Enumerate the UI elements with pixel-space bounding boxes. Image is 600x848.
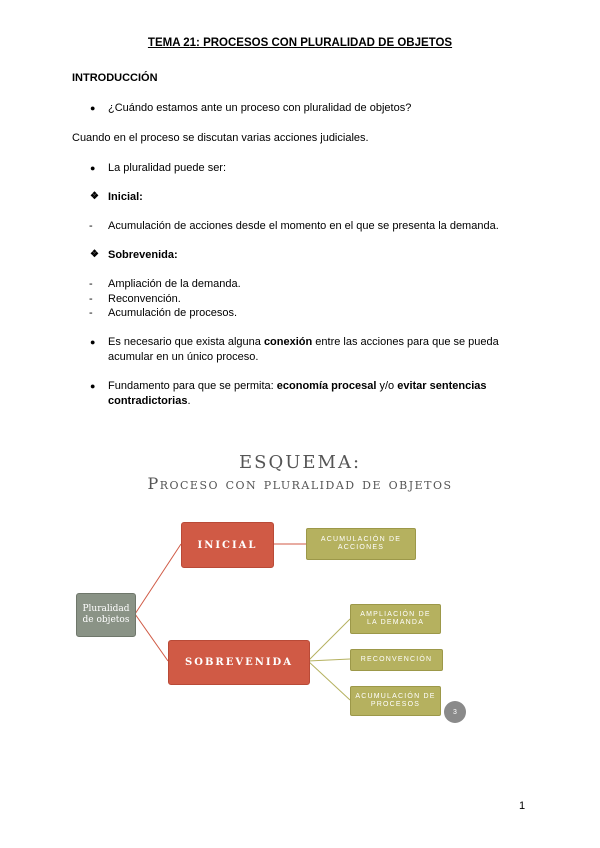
bullet-fundamento: ● Fundamento para que se permita: economía procesal y/o evitar sentencias: [108, 379, 487, 393]
inicial-heading-text: Inicial:: [108, 191, 143, 203]
connector-inicial: [135, 544, 181, 614]
bullet-fundamento-line2: contradictorias.: [108, 395, 191, 407]
root-node: Pluralidad de objetos: [76, 593, 136, 637]
slide-number-badge: 3: [444, 701, 466, 723]
sobrevenida-node: SOBREVENIDA: [168, 640, 310, 685]
acumulacion-procesos-node: ACUMULACIÓN DE PROCESOS: [350, 686, 441, 716]
intro-heading: INTRODUCCIÓN: [72, 72, 158, 84]
bullet-conexion: ● Es necesario que exista alguna conexión entre las acciones para que se pueda: [108, 335, 499, 349]
diagram-title: ESQUEMA:: [238, 452, 362, 473]
bullet-conexion-line2: acumular en un único proceso.: [108, 351, 259, 363]
diagram-subtitle: Proceso con pluralidad de objetos: [147, 474, 453, 493]
page-number: 1: [519, 800, 526, 812]
sobrevenida-item-text: Acumulación de procesos.: [108, 307, 238, 319]
connector-sobrevenida: [135, 614, 168, 661]
sobrevenida-heading-text: Sobrevenida:: [108, 249, 178, 261]
sobrevenida-item-text: Reconvención.: [108, 293, 181, 305]
connector-procesos: [308, 661, 350, 700]
sobrevenida-item-text: Ampliación de la demanda.: [108, 278, 241, 290]
connector-ampliacion: [308, 619, 350, 661]
question-text: ¿Cuándo estamos ante un proceso con pluralidad de objetos?: [108, 102, 412, 114]
page-title: TEMA 21: PROCESOS CON PLURALIDAD DE OBJETOS: [147, 37, 453, 49]
reconvencion-node: RECONVENCIÓN: [350, 649, 443, 671]
bullet-pluralidad-text: La pluralidad puede ser:: [108, 162, 227, 174]
connector-reconvencion: [308, 659, 350, 661]
acumulacion-acciones-node: ACUMULACIÓN DE ACCIONES: [306, 528, 416, 560]
ampliacion-node: AMPLIACIÓN DE LA DEMANDA: [350, 604, 441, 634]
paragraph: Cuando en el proceso se discutan varias acciones judiciales.: [72, 132, 369, 144]
inicial-item-text: Acumulación de acciones desde el momento en el que se presenta la demanda.: [108, 220, 499, 232]
inicial-node: INICIAL: [181, 522, 274, 568]
